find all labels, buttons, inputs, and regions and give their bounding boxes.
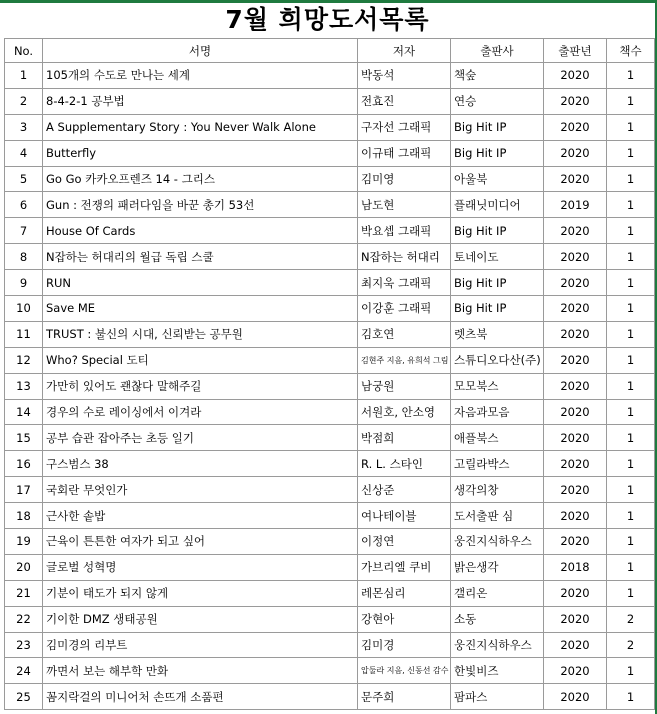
- cell-author[interactable]: 김현주 지음, 유희석 그림: [358, 347, 451, 373]
- cell-publisher[interactable]: 책숲: [451, 63, 544, 89]
- cell-publisher[interactable]: Big Hit IP: [451, 114, 544, 140]
- cell-year[interactable]: 2020: [544, 503, 607, 529]
- cell-no[interactable]: 19: [5, 529, 43, 555]
- cell-author[interactable]: N잡하는 허대리: [358, 244, 451, 270]
- table-row: [5, 166, 655, 192]
- cell-qty[interactable]: 1: [607, 321, 655, 347]
- cell-author[interactable]: 김미경: [358, 632, 451, 658]
- cell-title[interactable]: Who? Special 도티: [43, 347, 358, 373]
- cell-publisher[interactable]: 연승: [451, 88, 544, 114]
- table-row: [5, 63, 655, 89]
- cell-publisher[interactable]: 토네이도: [451, 244, 544, 270]
- column-header-qty[interactable]: 책수: [607, 39, 655, 63]
- cell-author[interactable]: 이규태 그래픽: [358, 140, 451, 166]
- cell-publisher[interactable]: 모모북스: [451, 373, 544, 399]
- cell-title[interactable]: 글로벌 성혁명: [43, 554, 358, 580]
- cell-title[interactable]: TRUST : 불신의 시대, 신뢰받는 공무원: [43, 321, 358, 347]
- cell-publisher[interactable]: 렛츠북: [451, 321, 544, 347]
- cell-author[interactable]: R. L. 스타인: [358, 451, 451, 477]
- cell-year[interactable]: 2020: [544, 580, 607, 606]
- cell-publisher[interactable]: 고릴라박스: [451, 451, 544, 477]
- cell-year[interactable]: 2020: [544, 451, 607, 477]
- cell-title[interactable]: Save ME: [43, 296, 358, 322]
- cell-year[interactable]: 2020: [544, 606, 607, 632]
- cell-publisher[interactable]: 스튜디오다산(주): [451, 347, 544, 373]
- cell-publisher[interactable]: 밝은생각: [451, 554, 544, 580]
- cell-qty[interactable]: 1: [607, 218, 655, 244]
- cell-year[interactable]: 2020: [544, 296, 607, 322]
- cell-publisher[interactable]: Big Hit IP: [451, 140, 544, 166]
- cell-publisher[interactable]: 소동: [451, 606, 544, 632]
- cell-no[interactable]: 18: [5, 503, 43, 529]
- table-row: [5, 632, 655, 658]
- cell-year[interactable]: 2020: [544, 270, 607, 296]
- cell-no[interactable]: 14: [5, 399, 43, 425]
- cell-no[interactable]: 17: [5, 477, 43, 503]
- cell-author[interactable]: 남도현: [358, 192, 451, 218]
- cell-title[interactable]: Butterfly: [43, 140, 358, 166]
- cell-year[interactable]: 2020: [544, 63, 607, 89]
- cell-year[interactable]: 2020: [544, 88, 607, 114]
- cell-title[interactable]: 경우의 수로 레이싱에서 이겨라: [43, 399, 358, 425]
- cell-author[interactable]: 박동석: [358, 63, 451, 89]
- column-header-publisher[interactable]: 출판사: [451, 39, 544, 63]
- wishlist-table: [4, 38, 655, 710]
- cell-title[interactable]: Gun : 전쟁의 패러다임을 바꾼 총기 53선: [43, 192, 358, 218]
- cell-qty[interactable]: 1: [607, 347, 655, 373]
- header-row: [5, 39, 655, 63]
- cell-author[interactable]: 김미영: [358, 166, 451, 192]
- cell-no[interactable]: 2: [5, 88, 43, 114]
- cell-year[interactable]: 2020: [544, 529, 607, 555]
- cell-no[interactable]: 9: [5, 270, 43, 296]
- table-row: [5, 606, 655, 632]
- table-row: [5, 554, 655, 580]
- cell-title[interactable]: 구스범스 38: [43, 451, 358, 477]
- column-header-year[interactable]: 출판년: [544, 39, 607, 63]
- table-row: [5, 296, 655, 322]
- cell-title[interactable]: 기이한 DMZ 생태공원: [43, 606, 358, 632]
- cell-author[interactable]: 박점희: [358, 425, 451, 451]
- table-row: [5, 140, 655, 166]
- cell-no[interactable]: 16: [5, 451, 43, 477]
- table-row: [5, 114, 655, 140]
- table-row: [5, 399, 655, 425]
- cell-no[interactable]: 21: [5, 580, 43, 606]
- cell-qty[interactable]: 1: [607, 658, 655, 684]
- table-row: [5, 88, 655, 114]
- cell-title[interactable]: 근육이 튼튼한 여자가 되고 싶어: [43, 529, 358, 555]
- cell-publisher[interactable]: Big Hit IP: [451, 296, 544, 322]
- cell-publisher[interactable]: 애플북스: [451, 425, 544, 451]
- cell-title[interactable]: N잡하는 허대리의 월급 독립 스쿨: [43, 244, 358, 270]
- cell-title[interactable]: 가만히 있어도 괜찮다 말해주길: [43, 373, 358, 399]
- cell-publisher[interactable]: 웅진지식하우스: [451, 529, 544, 555]
- cell-qty[interactable]: 1: [607, 114, 655, 140]
- cell-qty[interactable]: 1: [607, 425, 655, 451]
- cell-publisher[interactable]: 플래닛미디어: [451, 192, 544, 218]
- cell-year[interactable]: 2020: [544, 244, 607, 270]
- table-row: [5, 503, 655, 529]
- cell-publisher[interactable]: Big Hit IP: [451, 218, 544, 244]
- cell-qty[interactable]: 1: [607, 140, 655, 166]
- table-row: [5, 451, 655, 477]
- cell-author[interactable]: 여나테이블: [358, 503, 451, 529]
- cell-qty[interactable]: 1: [607, 244, 655, 270]
- cell-year[interactable]: 2020: [544, 658, 607, 684]
- table-row: [5, 192, 655, 218]
- cell-year[interactable]: 2020: [544, 684, 607, 710]
- cell-year[interactable]: 2020: [544, 140, 607, 166]
- cell-author[interactable]: 강현아: [358, 606, 451, 632]
- cell-author[interactable]: 최지욱 그래픽: [358, 270, 451, 296]
- cell-title[interactable]: 105개의 수도로 만나는 세계: [43, 63, 358, 89]
- cell-year[interactable]: 2020: [544, 632, 607, 658]
- cell-title[interactable]: 까면서 보는 해부학 만화: [43, 658, 358, 684]
- table-row: [5, 373, 655, 399]
- cell-title[interactable]: 국회란 무엇인가: [43, 477, 358, 503]
- cell-qty[interactable]: 2: [607, 632, 655, 658]
- cell-no[interactable]: 8: [5, 244, 43, 270]
- cell-title[interactable]: 근사한 솥밥: [43, 503, 358, 529]
- cell-title[interactable]: A Supplementary Story : You Never Walk Alone: [43, 114, 358, 140]
- column-header-author[interactable]: 저자: [358, 39, 451, 63]
- cell-publisher[interactable]: 도서출판 심: [451, 503, 544, 529]
- cell-year[interactable]: 2020: [544, 321, 607, 347]
- cell-author[interactable]: 가브리엘 쿠비: [358, 554, 451, 580]
- cell-author[interactable]: 박요셉 그래픽: [358, 218, 451, 244]
- cell-year[interactable]: 2020: [544, 166, 607, 192]
- cell-year[interactable]: 2018: [544, 554, 607, 580]
- cell-no[interactable]: 10: [5, 296, 43, 322]
- cell-no[interactable]: 25: [5, 684, 43, 710]
- cell-author[interactable]: 전효진: [358, 88, 451, 114]
- page-title: 7월 희망도서목록: [225, 5, 430, 34]
- cell-author[interactable]: 레몬심리: [358, 580, 451, 606]
- table-row: [5, 658, 655, 684]
- cell-no[interactable]: 6: [5, 192, 43, 218]
- table-row: [5, 218, 655, 244]
- cell-publisher[interactable]: 자음과모음: [451, 399, 544, 425]
- cell-title[interactable]: 공부 습관 잡아주는 초등 일기: [43, 425, 358, 451]
- cell-author[interactable]: 이정연: [358, 529, 451, 555]
- cell-qty[interactable]: 1: [607, 63, 655, 89]
- cell-author[interactable]: 남궁원: [358, 373, 451, 399]
- cell-publisher[interactable]: 팜파스: [451, 684, 544, 710]
- cell-no[interactable]: 13: [5, 373, 43, 399]
- cell-title[interactable]: House Of Cards: [43, 218, 358, 244]
- cell-year[interactable]: 2020: [544, 477, 607, 503]
- table-row: [5, 244, 655, 270]
- cell-no[interactable]: 3: [5, 114, 43, 140]
- cell-year[interactable]: 2020: [544, 114, 607, 140]
- cell-publisher[interactable]: 웅진지식하우스: [451, 632, 544, 658]
- cell-year[interactable]: 2020: [544, 425, 607, 451]
- cell-publisher[interactable]: Big Hit IP: [451, 270, 544, 296]
- table-row: [5, 425, 655, 451]
- cell-no[interactable]: 22: [5, 606, 43, 632]
- cell-qty[interactable]: 1: [607, 296, 655, 322]
- cell-no[interactable]: 1: [5, 63, 43, 89]
- cell-publisher[interactable]: 갤리온: [451, 580, 544, 606]
- cell-publisher[interactable]: 생각의창: [451, 477, 544, 503]
- cell-title[interactable]: 김미경의 리부트: [43, 632, 358, 658]
- cell-no[interactable]: 4: [5, 140, 43, 166]
- cell-publisher[interactable]: 아울북: [451, 166, 544, 192]
- table-row: [5, 477, 655, 503]
- cell-title[interactable]: Go Go 카카오프렌즈 14 - 그리스: [43, 166, 358, 192]
- cell-qty[interactable]: 1: [607, 373, 655, 399]
- table-row: [5, 321, 655, 347]
- cell-author[interactable]: 문주희: [358, 684, 451, 710]
- cell-year[interactable]: 2020: [544, 399, 607, 425]
- cell-no[interactable]: 15: [5, 425, 43, 451]
- cell-qty[interactable]: 1: [607, 399, 655, 425]
- cell-author[interactable]: 김호연: [358, 321, 451, 347]
- cell-qty[interactable]: 1: [607, 684, 655, 710]
- cell-author[interactable]: 구자선 그래픽: [358, 114, 451, 140]
- table-row: [5, 529, 655, 555]
- cell-qty[interactable]: 1: [607, 580, 655, 606]
- cell-no[interactable]: 24: [5, 658, 43, 684]
- cell-title[interactable]: 꼼지락걸의 미니어처 손뜨개 소품편: [43, 684, 358, 710]
- cell-no[interactable]: 11: [5, 321, 43, 347]
- table-row: [5, 347, 655, 373]
- cell-qty[interactable]: 2: [607, 606, 655, 632]
- cell-qty[interactable]: 1: [607, 166, 655, 192]
- cell-no[interactable]: 7: [5, 218, 43, 244]
- cell-no[interactable]: 5: [5, 166, 43, 192]
- cell-qty[interactable]: 1: [607, 503, 655, 529]
- column-header-no[interactable]: No.: [5, 39, 43, 63]
- cell-publisher[interactable]: 한빛비즈: [451, 658, 544, 684]
- table-row: [5, 684, 655, 710]
- cell-year[interactable]: 2019: [544, 192, 607, 218]
- table-row: [5, 270, 655, 296]
- cell-qty[interactable]: 1: [607, 554, 655, 580]
- cell-qty[interactable]: 1: [607, 192, 655, 218]
- cell-no[interactable]: 23: [5, 632, 43, 658]
- cell-title[interactable]: RUN: [43, 270, 358, 296]
- table-row: [5, 580, 655, 606]
- cell-no[interactable]: 20: [5, 554, 43, 580]
- cell-year[interactable]: 2020: [544, 218, 607, 244]
- cell-qty[interactable]: 1: [607, 529, 655, 555]
- cell-qty[interactable]: 1: [607, 88, 655, 114]
- cell-no[interactable]: 12: [5, 347, 43, 373]
- cell-author[interactable]: 신상준: [358, 477, 451, 503]
- cell-author[interactable]: 이강훈 그래픽: [358, 296, 451, 322]
- cell-qty[interactable]: 1: [607, 451, 655, 477]
- cell-year[interactable]: 2020: [544, 373, 607, 399]
- cell-author[interactable]: 서원호, 안소영: [358, 399, 451, 425]
- column-header-title[interactable]: 서명: [43, 39, 358, 63]
- cell-title[interactable]: 8-4-2-1 공부법: [43, 88, 358, 114]
- cell-author[interactable]: 압둘라 지음, 신동선 감수: [358, 658, 451, 684]
- cell-title[interactable]: 기분이 태도가 되지 않게: [43, 580, 358, 606]
- cell-qty[interactable]: 1: [607, 477, 655, 503]
- cell-qty[interactable]: 1: [607, 270, 655, 296]
- cell-year[interactable]: 2020: [544, 347, 607, 373]
